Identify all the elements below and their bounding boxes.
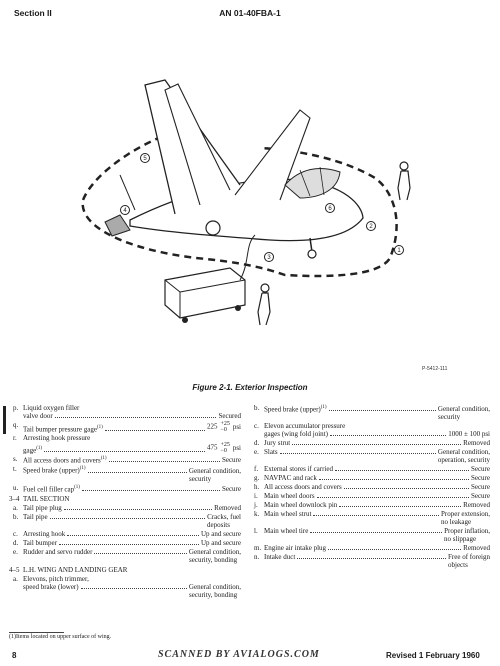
checklist-item [250,501,490,509]
checklist-item [9,504,241,512]
leader-dots [344,488,469,489]
tolerance [220,421,229,433]
footnote: (1)Items located on upper surface of wing. [9,634,112,640]
leader-dots [329,410,436,411]
leader-dots [50,518,206,519]
item-text: Main wheel downlock pin [264,501,338,510]
item-line [264,501,490,509]
leader-dots [330,435,446,436]
item-line [264,422,490,430]
item-value: Secure [221,484,241,493]
item-line-continued [264,413,490,421]
item-value: Removed [463,501,490,510]
item-line [23,575,241,583]
marker-2: 2 [369,224,373,230]
item-text: Slats [264,448,278,457]
section-title: L.H. WING AND LANDING GEAR [23,565,128,574]
item-line [264,527,490,535]
tolerance-plus: +25 [220,421,230,427]
item-value: Up and secure [200,529,241,538]
tolerance-plus: +25 [220,442,230,448]
item-letter: m. [254,544,262,553]
item-text: Tail pipe [23,512,48,521]
item-text: Engine air intake plug [264,544,327,553]
checklist-item [9,539,241,547]
leader-dots [335,470,469,471]
item-letter: n. [254,553,260,562]
item-value: Proper extension, [441,510,490,519]
section-heading [9,495,241,503]
item-line-continued [264,561,490,569]
item-letter: t. [13,465,17,474]
checklist-item [9,465,241,482]
tolerance-minus: −0 [220,448,227,454]
item-line [264,474,490,482]
item-line [23,539,241,547]
marker-5: 5 [143,156,147,162]
item-line [264,430,490,438]
item-line [23,465,241,474]
item-line-continued [23,591,241,599]
leader-dots [59,544,199,545]
checklist-item [9,421,241,433]
item-line [23,421,241,433]
item-line [23,530,241,538]
item-text: Main wheel strut [264,510,312,519]
item-text: Jury strut [264,439,291,448]
item-line [23,583,241,591]
item-text: Liquid oxygen filler [23,404,80,412]
item-letter: c. [254,422,259,431]
checklist-item [250,553,490,569]
item-line [23,484,241,493]
item-value-continued: security, bonding [189,555,238,564]
leader-dots [109,461,220,462]
item-text: Rudder and servo rudder [23,547,93,556]
checklist-item [250,465,490,473]
unit: psi [232,443,241,452]
item-letter: q. [13,421,19,429]
item-line-continued [23,556,241,564]
section-number: 4–5 [9,565,20,574]
item-line [23,513,241,521]
item-value: 475 +25 −0 psi [206,442,241,454]
item-line [23,455,241,464]
item-value-continued: security, bonding [189,590,238,599]
leader-dots [310,532,442,533]
item-letter: d. [13,538,19,547]
item-value-continued: objects [448,561,468,570]
item-value-continued: security [189,474,212,483]
item-line [264,483,490,491]
item-value: General condition, [188,466,241,475]
checklist-right-column [250,404,490,570]
item-letter: r. [13,434,17,442]
item-letter: a. [13,503,18,512]
item-text: Speed brake (upper)$^{(1)}$ [23,466,86,475]
item-line [23,548,241,556]
item-letter: e. [254,448,259,457]
item-value: Removed [214,503,241,512]
leader-dots [297,558,446,559]
item-value-continued: security [438,413,461,422]
section-label: Section II [14,8,52,18]
item-text: All access doors and covers$^{(1)}$ [23,456,107,465]
leader-dots [105,430,205,431]
item-letter: b. [13,512,19,521]
checklist-left-column [9,404,241,600]
change-bar [3,406,6,434]
checklist-item [250,439,490,447]
leader-dots [94,553,187,554]
item-letter: a. [13,574,18,583]
item-value: Removed [463,544,490,553]
item-letter: d. [254,439,260,448]
item-letter: e. [13,547,18,556]
footnote-ref: (1) [79,466,86,472]
section-number: 3–4 [9,494,20,503]
marker-6: 6 [328,206,332,212]
item-line-continued [264,456,490,464]
marker-4: 4 [123,208,127,214]
item-value: General condition, [188,547,241,556]
leader-dots [319,479,469,480]
item-value: Removed [463,439,490,448]
item-text: speed brake (lower) [23,582,79,591]
checklist-item [250,474,490,482]
item-letter: k. [254,510,260,519]
item-value-continued: operation, security [437,456,490,465]
item-line-continued [23,521,241,529]
item-letter: b. [254,404,260,412]
leader-dots [313,515,439,516]
item-letter: s. [13,455,18,463]
item-text: Fuel cell filler cap$^{(1)}$ [23,484,80,493]
checklist-item [9,513,241,529]
item-text: Tail bumper pressure gage$^{(1)}$ [23,424,103,433]
page-number: 8 [12,651,17,660]
scan-watermark: SCANNED BY AVIALOGS.COM [158,649,320,660]
checklist-item [9,548,241,564]
item-letter: g. [254,474,260,483]
item-text: Speed brake (upper)$^{(1)}$ [264,405,327,414]
item-text: NAVPAC and rack [264,474,317,483]
leader-dots [328,549,461,550]
item-line [23,434,241,442]
figure-caption: Figure 2-1. Exterior Inspection [192,383,308,392]
checklist-item [250,483,490,491]
leader-dots [292,444,461,445]
item-value: 1000 ± 100 psi [448,430,490,439]
item-text: gage$^{(1)}$ [23,445,43,454]
item-value: Secure [221,456,241,465]
item-value: 225 +25 −0 psi [206,421,241,433]
item-text: Tail bumper [23,538,57,547]
checklist-item [250,422,490,438]
unit: psi [232,422,241,431]
checklist-item [9,455,241,464]
item-value: Secured [218,412,241,420]
leader-dots [81,588,187,589]
checklist-item [250,404,490,421]
checklist-item [9,434,241,454]
item-letter: l. [254,527,258,536]
item-value: Free of foreign [448,553,490,562]
leader-dots [339,506,461,507]
item-letter: j. [254,501,258,510]
footnote-ref: (1) [100,456,107,461]
leader-dots [280,453,436,454]
revision-date: Revised 1 February 1960 [386,651,480,660]
leader-dots [67,535,199,536]
item-text: External stores if carried [264,465,333,474]
item-letter: h. [254,483,260,492]
marker-1: 1 [397,248,401,254]
item-value: Up and secure [200,538,241,547]
item-line [264,553,490,561]
item-line [264,492,490,500]
tolerance-minus: −0 [220,427,227,433]
leader-dots [64,509,212,510]
checklist-item [9,484,241,493]
item-text: Elevons, pitch trimmer, [23,574,89,583]
item-line [23,504,241,512]
item-line [264,404,490,413]
leader-dots [317,497,469,498]
item-text: Elevon accumulator pressure [264,422,346,431]
item-value: Secure [470,492,490,501]
item-value: General condition, [188,582,241,591]
item-text: Arresting hook pressure [23,434,91,442]
illustration-id: P-5412-111 [422,366,448,372]
item-value-continued: no slippage [444,535,477,544]
item-value-continued: no leakage [441,518,472,527]
checklist-item [250,492,490,500]
item-line [23,442,241,454]
checklist-item [9,404,241,420]
section-title: TAIL SECTION [23,494,70,503]
checklist-item [250,544,490,552]
item-line-continued [23,475,241,483]
item-line [264,510,490,518]
item-value: Secure [470,474,490,483]
item-letter: c. [13,529,18,538]
item-line [23,412,241,420]
item-line-continued [264,535,490,543]
checklist-item [250,448,490,464]
footnote-ref: (1) [96,424,103,430]
item-value: Secure [470,465,490,474]
item-text: Intake duct [264,553,296,562]
footnote-ref: (1) [74,484,80,490]
item-line [23,404,241,412]
item-value: Proper inflation, [444,527,490,536]
leader-dots [82,490,220,491]
checklist-item [9,530,241,538]
footnote-rule [9,632,64,633]
item-letter: f. [254,465,259,474]
item-text: Tail pipe plug [23,503,62,512]
leader-dots [55,417,217,418]
footnote-ref: (1) [320,405,327,410]
marker-3: 3 [267,255,271,261]
leader-dots [88,472,187,473]
item-value: General condition, [437,448,490,457]
item-text: Main wheel tire [264,527,309,536]
item-line-continued [264,518,490,526]
item-text: gages (wing fold joint) [264,430,328,439]
checklist-item [9,575,241,599]
tolerance [220,442,229,454]
item-letter: p. [13,404,19,412]
item-value: Cracks, fuel [207,512,241,521]
item-value-continued: deposits [207,520,230,529]
item-line [264,544,490,552]
item-value: General condition, [437,405,490,414]
leader-dots [44,451,205,452]
item-line [264,439,490,447]
checklist-item [250,510,490,526]
checklist-item [250,527,490,543]
item-line [264,448,490,456]
footnote-ref: (1) [36,445,43,451]
item-line [264,465,490,473]
item-text: valve door [23,412,53,420]
item-value: Secure [470,483,490,492]
item-letter: u. [13,483,19,492]
item-letter: i. [254,492,258,501]
item-text: Main wheel doors [264,492,315,501]
manual-number: AN 01-40FBA-1 [219,8,281,18]
item-text: Arresting hook [23,529,66,538]
section-heading [9,566,241,574]
item-text: All access doors and covers [264,483,342,492]
